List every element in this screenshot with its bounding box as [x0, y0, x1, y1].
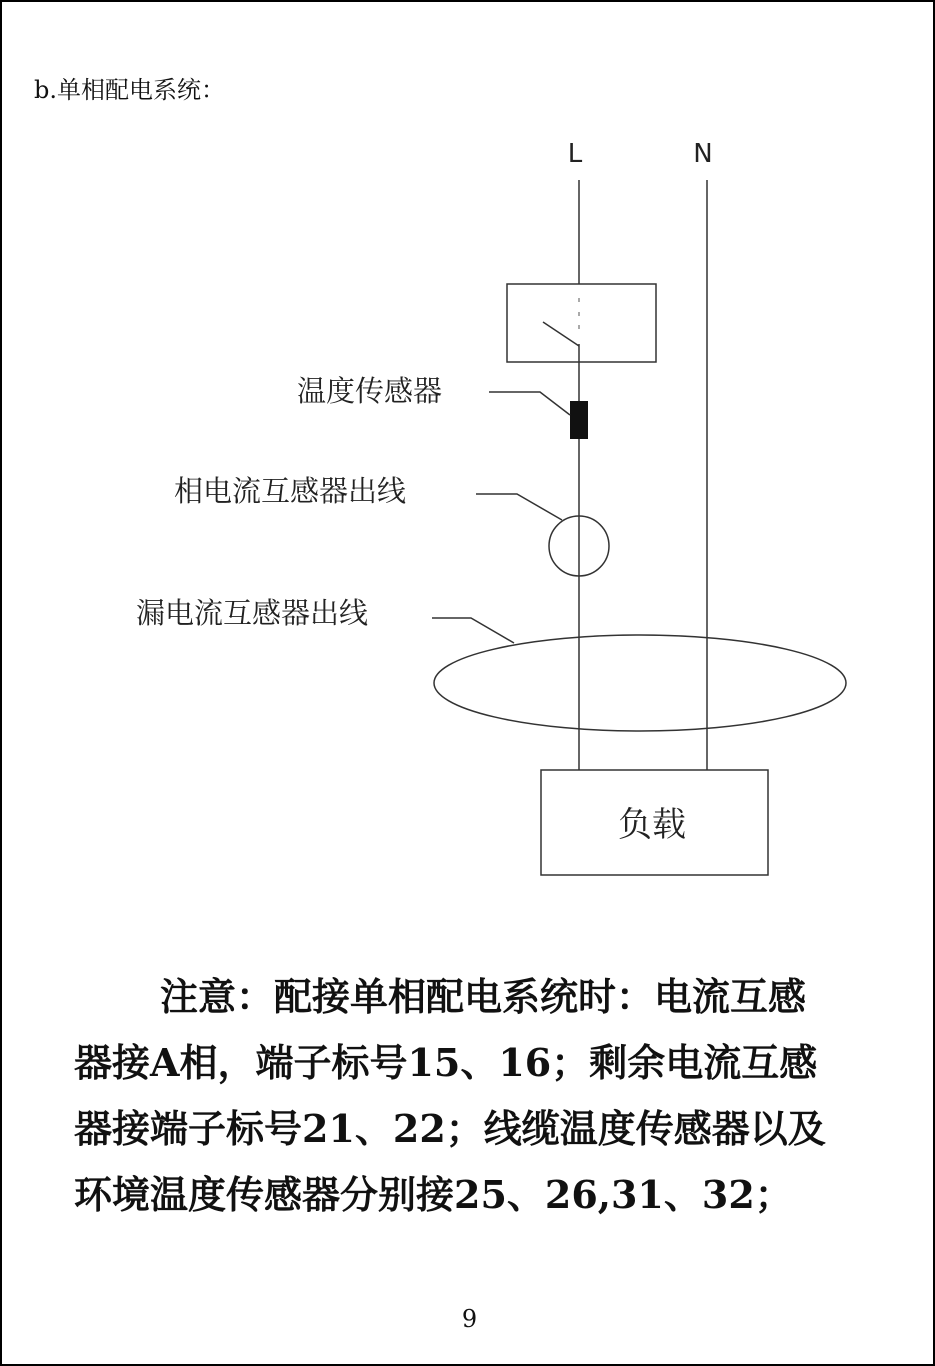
temperature-sensor-label: 温度传感器	[297, 374, 443, 408]
temperature-sensor-block	[570, 401, 588, 439]
wiring-note	[74, 964, 914, 1228]
note-line: 环境温度传感器分别接25、26,31、32；	[74, 1172, 793, 1217]
page-number: 9	[461, 1305, 478, 1333]
note-line: 注意：配接单相配电系统时：电流互感	[160, 974, 807, 1019]
leakage-ct-ellipse	[434, 635, 846, 731]
phase-ct-leader	[476, 494, 562, 520]
leakage-ct-leader	[432, 618, 514, 643]
breaker-switch-blade	[543, 322, 579, 346]
note-line: 器接A相，端子标号15、16；剩余电流互感	[74, 1040, 818, 1085]
phase-ct-label: 相电流互感器出线	[174, 474, 407, 508]
load-label: 负载	[618, 805, 686, 845]
section-heading: b.单相配电系统：	[34, 76, 225, 104]
line-n-label: N	[693, 139, 713, 169]
temperature-sensor-leader	[489, 392, 570, 415]
leakage-ct-label: 漏电流互感器出线	[136, 596, 369, 630]
note-line: 器接端子标号21、22；线缆温度传感器以及	[74, 1106, 826, 1151]
breaker-box	[507, 284, 656, 362]
line-l-label: L	[567, 139, 583, 169]
